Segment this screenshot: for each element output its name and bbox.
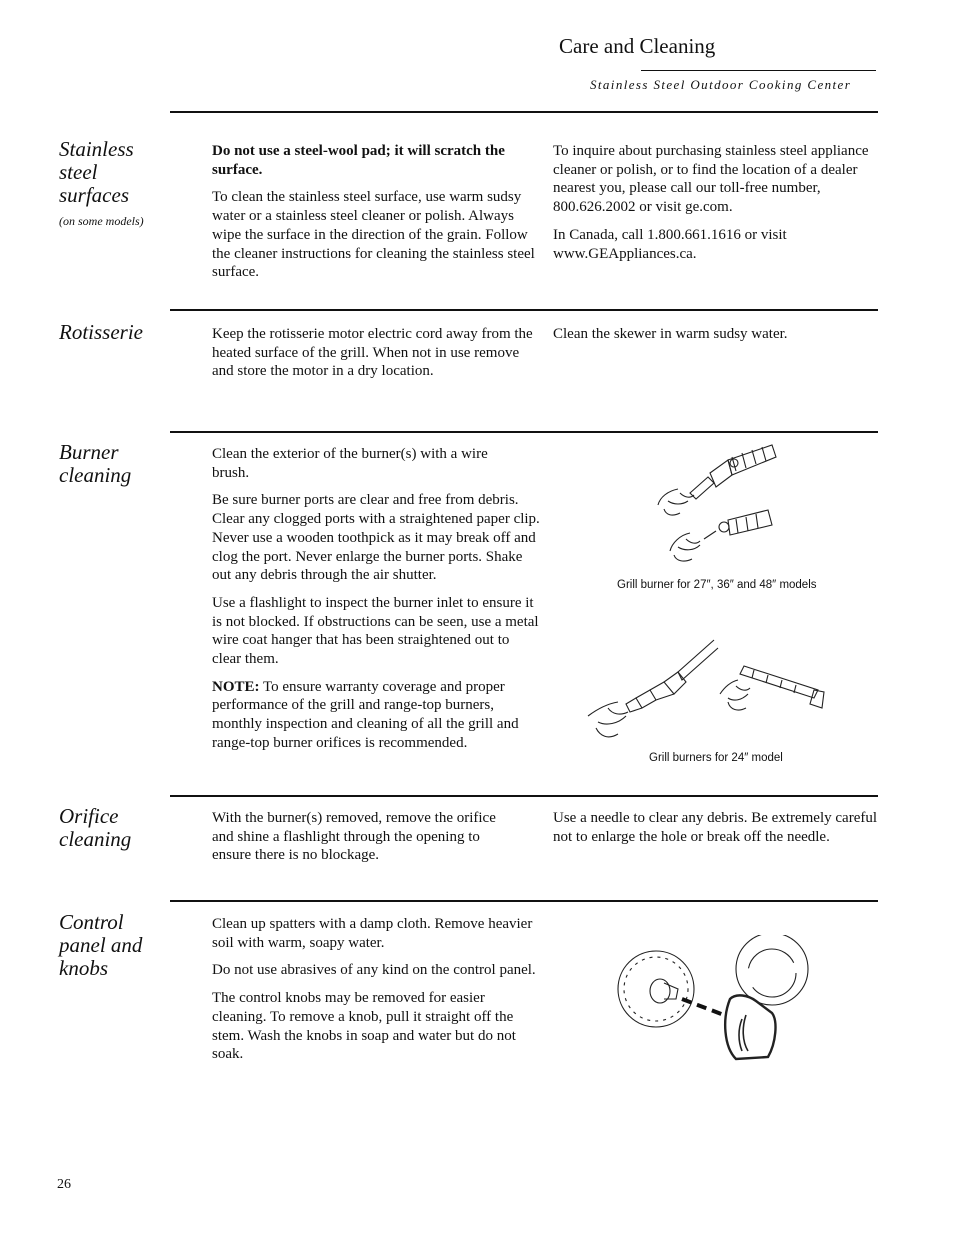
page-number: 26 — [57, 1177, 71, 1192]
section-title-control: Control panel and knobs — [59, 910, 143, 980]
paragraph: Use a flashlight to inspect the burner inlet to ensure it is not blocked. If obstructions can be seen, use a metal wire coat hanger that has been straightened out to clear them. — [212, 594, 539, 668]
note-label: NOTE: — [212, 678, 260, 695]
paragraph: Be sure burner ports are clear and free from debris. Clear any clogged ports with a straightened paper clip. Never use a wooden toothpick as it may break off and clog the port. Never enlarge the burner ports. Shake out any debris through the air shutter. — [212, 492, 540, 584]
grill-burner-illustration — [650, 435, 785, 575]
rotisserie-left-column — [212, 325, 537, 390]
grill-burners-24-illustration — [578, 632, 828, 747]
paragraph: With the burner(s) removed, remove the orifice and shine a flashlight through the opening to ensure there is no blockage. — [212, 810, 496, 864]
section-title-orifice: Orifice cleaning — [59, 804, 132, 851]
control-knob-illustration — [612, 935, 812, 1070]
section-note: (on some models) — [59, 214, 144, 228]
section-title-rotisserie: Rotisserie — [59, 320, 143, 344]
note-text: To ensure warranty coverage and proper performance of the grill and range-top burners, monthly inspection and cleaning of all the grill and range-top burner orifices is recommended. — [212, 678, 519, 751]
paragraph: Keep the rotisserie motor electric cord away from the heated surface of the grill. When not in use remove and store the motor in a dry location. — [212, 326, 533, 380]
rotisserie-right-column — [553, 325, 873, 353]
paragraph: Clean the skewer in warm sudsy water. — [553, 326, 788, 342]
page-subtitle: Stainless Steel Outdoor Cooking Center — [590, 77, 852, 92]
paragraph: The control knobs may be removed for easier cleaning. To remove a knob, pull it straight off the stem. Wash the knobs in soap and water but do not soak. — [212, 990, 516, 1063]
control-left-column — [212, 915, 542, 1073]
burner-left-column — [212, 445, 542, 762]
section-rule — [170, 309, 878, 311]
paragraph: Clean up spatters with a damp cloth. Remove heavier soil with warm, soapy water. — [212, 916, 533, 951]
paragraph: In Canada, call 1.800.661.1616 or visit www.GEAppliances.ca. — [553, 226, 787, 262]
paragraph: Clean the exterior of the burner(s) with a wire brush. — [212, 446, 488, 481]
note-paragraph — [212, 678, 542, 753]
stainless-right-column — [553, 142, 879, 272]
figure-caption: Grill burners for 24″ model — [649, 752, 783, 764]
section-rule — [170, 431, 878, 433]
section-rule — [170, 111, 878, 113]
warning-text: Do not use a steel-wool pad; it will scratch the surface. — [212, 143, 505, 178]
paragraph: To inquire about purchasing stainless steel appliance cleaner or polish, or to find the location of a dealer nearest you, please call our toll-free number, 800.626.2002 or visit ge.com. — [553, 143, 869, 216]
section-title-burner: Burner cleaning — [59, 440, 132, 487]
section-rule — [170, 900, 878, 902]
paragraph: Do not use abrasives of any kind on the control panel. — [212, 962, 536, 979]
orifice-right-column — [553, 809, 878, 855]
orifice-left-column — [212, 809, 512, 874]
paragraph: To clean the stainless steel surface, use warm sudsy water or a stainless steel cleaner or polish. Always wipe the surface in the direction of the grain. Follow the cleaner instructions for cleaning the stainless steel surface. — [212, 189, 535, 281]
stainless-left-column — [212, 142, 542, 291]
paragraph: Use a needle to clear any debris. Be extremely careful not to enlarge the hole or break off the needle. — [553, 810, 878, 845]
section-rule — [170, 795, 878, 797]
section-title-stainless: Stainless steel surfaces — [59, 137, 134, 207]
header-rule — [641, 70, 876, 71]
figure-caption: Grill burner for 27″, 36″ and 48″ models — [617, 579, 817, 591]
page-title: Care and Cleaning — [559, 34, 716, 58]
